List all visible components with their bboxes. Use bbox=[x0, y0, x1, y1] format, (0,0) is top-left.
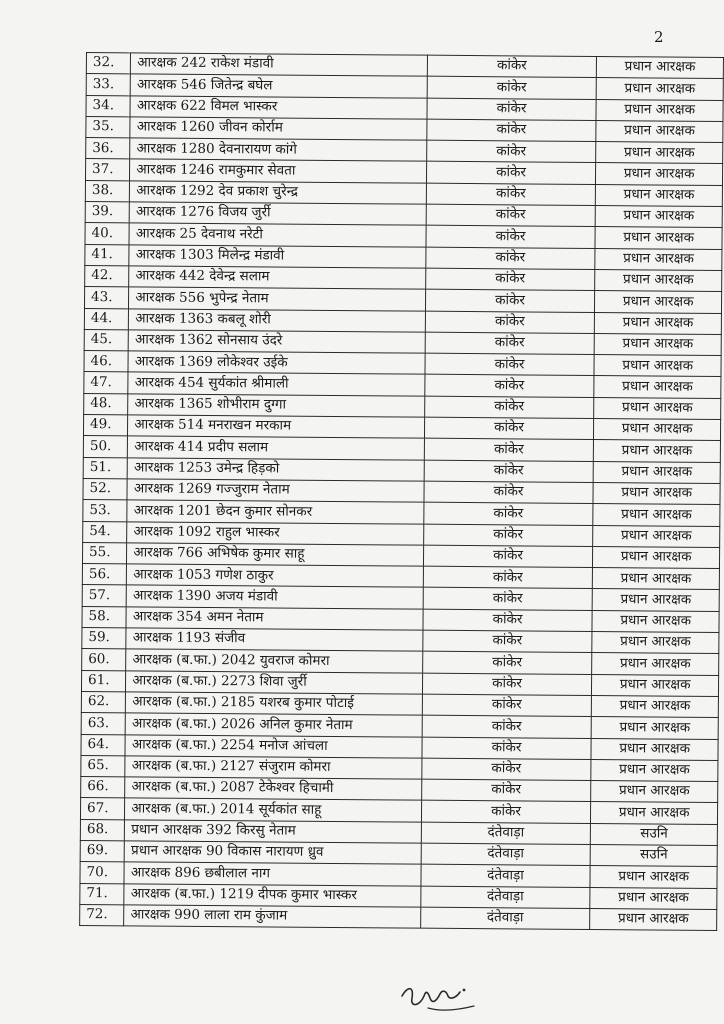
employee-name-cell: आरक्षक 414 प्रदीप सलाम bbox=[128, 436, 424, 460]
promoted-post-cell: प्रधान आरक्षक bbox=[594, 397, 721, 419]
serial-number-cell: 49. bbox=[83, 415, 127, 437]
district-cell: कांकेर bbox=[425, 268, 595, 291]
promoted-post-cell: प्रधान आरक्षक bbox=[594, 419, 721, 441]
serial-number-cell: 57. bbox=[82, 585, 126, 607]
employee-name-cell: आरक्षक 990 लाला राम कुंजाम bbox=[124, 905, 420, 929]
employee-name-cell: आरक्षक 1269 गज्जुराम नेताम bbox=[127, 479, 423, 503]
serial-number-cell: 55. bbox=[82, 542, 126, 564]
employee-name-cell: आरक्षक 454 सुर्यकांत श्रीमाली bbox=[128, 372, 424, 396]
serial-number-cell: 66. bbox=[81, 777, 125, 799]
serial-number-cell: 39. bbox=[85, 202, 129, 224]
serial-number-cell: 51. bbox=[83, 457, 127, 479]
employee-name-cell: आरक्षक 1362 सोनसाय उंदरे bbox=[128, 330, 424, 354]
district-cell: कांकेर bbox=[424, 481, 594, 504]
district-cell: कांकेर bbox=[426, 119, 596, 142]
serial-number-cell: 38. bbox=[85, 180, 129, 202]
employee-name-cell: आरक्षक 1260 जीवन कोर्राम bbox=[130, 117, 426, 141]
promoted-post-cell: प्रधान आरक्षक bbox=[592, 695, 719, 717]
promoted-post-cell: प्रधान आरक्षक bbox=[592, 632, 719, 654]
employee-name-cell: आरक्षक 1193 संजीव bbox=[126, 628, 422, 652]
promoted-post-cell: प्रधान आरक्षक bbox=[597, 57, 724, 79]
employee-name-cell: आरक्षक 442 देवेन्द्र सलाम bbox=[129, 266, 425, 290]
promoted-post-cell: प्रधान आरक्षक bbox=[593, 568, 720, 590]
promoted-post-cell: प्रधान आरक्षक bbox=[594, 333, 721, 355]
promoted-post-cell: प्रधान आरक्षक bbox=[594, 355, 721, 377]
district-cell: कांकेर bbox=[427, 55, 597, 78]
employee-name-cell: आरक्षक 1092 राहुल भास्कर bbox=[127, 521, 423, 545]
employee-name-cell: आरक्षक 1246 रामकुमार सेवता bbox=[130, 159, 426, 183]
district-cell: कांकेर bbox=[422, 737, 592, 760]
employee-name-cell: आरक्षक (ब.फा.) 2087 टेकेश्वर हिचामी bbox=[125, 777, 421, 801]
promoted-post-cell: प्रधान आरक्षक bbox=[595, 227, 722, 249]
serial-number-cell: 52. bbox=[83, 478, 127, 500]
promoted-post-cell: सउनि bbox=[591, 823, 718, 845]
district-cell: कांकेर bbox=[424, 375, 594, 398]
district-cell: कांकेर bbox=[425, 289, 595, 312]
employee-name-cell: आरक्षक 1276 विजय जुर्री bbox=[129, 202, 425, 226]
signature-icon bbox=[398, 978, 478, 1018]
district-cell: कांकेर bbox=[426, 226, 596, 249]
district-cell: दंतेवाड़ा bbox=[421, 822, 591, 845]
serial-number-cell: 48. bbox=[84, 393, 128, 415]
district-cell: दंतेवाड़ा bbox=[420, 907, 590, 930]
serial-number-cell: 59. bbox=[82, 628, 126, 650]
employee-name-cell: आरक्षक 1369 लोकेश्वर उईके bbox=[128, 351, 424, 375]
district-cell: कांकेर bbox=[427, 98, 597, 121]
promoted-post-cell: प्रधान आरक्षक bbox=[596, 78, 723, 100]
employee-name-cell: आरक्षक (ब.फा.) 1219 दीपक कुमार भास्कर bbox=[124, 883, 420, 907]
promoted-post-cell: प्रधान आरक्षक bbox=[593, 546, 720, 568]
promoted-post-cell: प्रधान आरक्षक bbox=[590, 866, 717, 888]
district-cell: कांकेर bbox=[422, 673, 592, 696]
district-cell: कांकेर bbox=[424, 460, 594, 483]
serial-number-cell: 58. bbox=[82, 606, 126, 628]
employee-name-cell: आरक्षक (ब.फा.) 2127 संजुराम कोमरा bbox=[125, 756, 421, 780]
serial-number-cell: 40. bbox=[85, 223, 129, 245]
employee-name-cell: आरक्षक (ब.फा.) 2254 मनोज आंचला bbox=[125, 734, 421, 758]
district-cell: कांकेर bbox=[422, 694, 592, 717]
district-cell: कांकेर bbox=[423, 502, 593, 525]
promoted-post-cell: प्रधान आरक्षक bbox=[594, 440, 721, 462]
district-cell: कांकेर bbox=[424, 396, 594, 419]
employee-name-cell: आरक्षक 1280 देवनारायण कांगे bbox=[130, 138, 426, 162]
employee-name-cell: आरक्षक 514 मनराखन मरकाम bbox=[128, 415, 424, 439]
promoted-post-cell: प्रधान आरक्षक bbox=[593, 504, 720, 526]
district-cell: कांकेर bbox=[425, 332, 595, 355]
district-cell: कांकेर bbox=[427, 76, 597, 99]
promoted-post-cell: प्रधान आरक्षक bbox=[591, 759, 718, 781]
employee-name-cell: आरक्षक 1292 देव प्रकाश चुरेन्द्र bbox=[130, 181, 426, 205]
serial-number-cell: 50. bbox=[83, 436, 127, 458]
employee-name-cell: आरक्षक 766 अभिषेक कुमार साहू bbox=[127, 543, 423, 567]
employee-name-cell: आरक्षक 1390 अजय मंडावी bbox=[126, 585, 422, 609]
employee-name-cell: आरक्षक 242 राकेश मंडावी bbox=[131, 53, 427, 77]
promoted-post-cell: प्रधान आरक्षक bbox=[590, 887, 717, 909]
employee-name-cell: आरक्षक 622 विमल भास्कर bbox=[130, 95, 426, 119]
serial-number-cell: 41. bbox=[85, 244, 129, 266]
promoted-post-cell: प्रधान आरक्षक bbox=[593, 482, 720, 504]
promoted-post-cell: प्रधान आरक्षक bbox=[595, 206, 722, 228]
district-cell: कांकेर bbox=[426, 140, 596, 163]
promoted-post-cell: प्रधान आरक्षक bbox=[595, 291, 722, 313]
serial-number-cell: 71. bbox=[80, 883, 124, 905]
serial-number-cell: 65. bbox=[81, 755, 125, 777]
district-cell: कांकेर bbox=[426, 204, 596, 227]
serial-number-cell: 42. bbox=[85, 265, 129, 287]
serial-number-cell: 37. bbox=[85, 159, 129, 181]
serial-number-cell: 72. bbox=[80, 904, 124, 926]
promoted-post-cell: प्रधान आरक्षक bbox=[592, 653, 719, 675]
promoted-post-cell: प्रधान आरक्षक bbox=[592, 589, 719, 611]
district-cell: कांकेर bbox=[423, 524, 593, 547]
promoted-post-cell: प्रधान आरक्षक bbox=[592, 674, 719, 696]
promoted-post-cell: प्रधान आरक्षक bbox=[591, 717, 718, 739]
promoted-post-cell: प्रधान आरक्षक bbox=[596, 99, 723, 121]
district-cell: कांकेर bbox=[425, 311, 595, 334]
serial-number-cell: 35. bbox=[86, 116, 130, 138]
promoted-post-cell: प्रधान आरक्षक bbox=[595, 312, 722, 334]
district-cell: कांकेर bbox=[424, 417, 594, 440]
promoted-post-cell: प्रधान आरक्षक bbox=[590, 908, 717, 930]
serial-number-cell: 69. bbox=[80, 840, 124, 862]
promoted-post-cell: प्रधान आरक्षक bbox=[595, 269, 722, 291]
district-cell: कांकेर bbox=[421, 801, 591, 824]
promoted-post-cell: प्रधान आरक्षक bbox=[594, 376, 721, 398]
employee-name-cell: आरक्षक 896 छबीलाल नाग bbox=[124, 862, 420, 886]
serial-number-cell: 63. bbox=[81, 713, 125, 735]
employee-name-cell: प्रधान आरक्षक 392 किरसु नेताम bbox=[125, 820, 421, 844]
employee-name-cell: आरक्षक 25 देवनाथ नरेटी bbox=[129, 223, 425, 247]
district-cell: कांकेर bbox=[425, 353, 595, 376]
serial-number-cell: 62. bbox=[81, 691, 125, 713]
employee-name-cell: आरक्षक 354 अमन नेताम bbox=[126, 607, 422, 631]
page-number: 2 bbox=[654, 28, 664, 46]
serial-number-cell: 47. bbox=[84, 372, 128, 394]
promotion-list-table bbox=[79, 52, 724, 931]
serial-number-cell: 44. bbox=[84, 308, 128, 330]
promoted-post-cell: प्रधान आरक्षक bbox=[596, 163, 723, 185]
district-cell: कांकेर bbox=[423, 545, 593, 568]
employee-name-cell: आरक्षक 1201 छेदन कुमार सोनकर bbox=[127, 500, 423, 524]
employee-name-cell: आरक्षक 1365 शोभीराम दुग्गा bbox=[128, 394, 424, 418]
district-cell: कांकेर bbox=[421, 779, 591, 802]
table-row bbox=[80, 904, 717, 930]
promoted-post-cell: सउनि bbox=[590, 844, 717, 866]
employee-name-cell: आरक्षक 1363 कबलू शोरी bbox=[129, 308, 425, 332]
promoted-post-cell: प्रधान आरक्षक bbox=[591, 781, 718, 803]
table-body bbox=[80, 53, 724, 931]
promoted-post-cell: प्रधान आरक्षक bbox=[591, 802, 718, 824]
serial-number-cell: 46. bbox=[84, 351, 128, 373]
serial-number-cell: 33. bbox=[86, 74, 130, 96]
district-cell: कांकेर bbox=[423, 566, 593, 589]
promoted-post-cell: प्रधान आरक्षक bbox=[592, 610, 719, 632]
district-cell: कांकेर bbox=[423, 609, 593, 632]
employee-name-cell: प्रधान आरक्षक 90 विकास नारायण ध्रुव bbox=[124, 841, 420, 865]
serial-number-cell: 56. bbox=[82, 564, 126, 586]
district-cell: कांकेर bbox=[422, 715, 592, 738]
district-cell: कांकेर bbox=[425, 247, 595, 270]
employee-name-cell: आरक्षक 1253 उमेन्द्र हिड़को bbox=[127, 457, 423, 481]
employee-name-cell: आरक्षक (ब.फा.) 2014 सूर्यकांत साहू bbox=[125, 798, 421, 822]
serial-number-cell: 70. bbox=[80, 862, 124, 884]
serial-number-cell: 34. bbox=[86, 95, 130, 117]
district-cell: कांकेर bbox=[426, 183, 596, 206]
employee-name-cell: आरक्षक 556 भुपेन्द्र नेताम bbox=[129, 287, 425, 311]
employee-name-cell: आरक्षक (ब.फा.) 2042 युवराज कोमरा bbox=[126, 649, 422, 673]
district-cell: कांकेर bbox=[424, 439, 594, 462]
promoted-post-cell: प्रधान आरक्षक bbox=[596, 142, 723, 164]
employee-name-cell: आरक्षक (ब.फा.) 2185 यशरब कुमार पोटाई bbox=[126, 692, 422, 716]
district-cell: दंतेवाड़ा bbox=[420, 886, 590, 909]
promoted-post-cell: प्रधान आरक्षक bbox=[591, 738, 718, 760]
serial-number-cell: 53. bbox=[83, 500, 127, 522]
serial-number-cell: 32. bbox=[86, 53, 130, 75]
serial-number-cell: 67. bbox=[80, 798, 124, 820]
serial-number-cell: 61. bbox=[81, 670, 125, 692]
district-cell: कांकेर bbox=[423, 588, 593, 611]
serial-number-cell: 43. bbox=[84, 287, 128, 309]
employee-name-cell: आरक्षक (ब.फा.) 2273 शिवा जुर्री bbox=[126, 670, 422, 694]
district-cell: कांकेर bbox=[422, 651, 592, 674]
serial-number-cell: 36. bbox=[86, 138, 130, 160]
district-cell: दंतेवाड़ा bbox=[421, 843, 591, 866]
serial-number-cell: 54. bbox=[83, 521, 127, 543]
serial-number-cell: 45. bbox=[84, 329, 128, 351]
employee-name-cell: आरक्षक 1303 मिलेन्द्र मंडावी bbox=[129, 245, 425, 269]
promoted-post-cell: प्रधान आरक्षक bbox=[595, 248, 722, 270]
promoted-post-cell: प्रधान आरक्षक bbox=[593, 525, 720, 547]
employee-name-cell: आरक्षक 1053 गणेश ठाकुर bbox=[127, 564, 423, 588]
district-cell: कांकेर bbox=[421, 758, 591, 781]
serial-number-cell: 68. bbox=[80, 819, 124, 841]
district-cell: दंतेवाड़ा bbox=[421, 864, 591, 887]
serial-number-cell: 60. bbox=[82, 649, 126, 671]
employee-name-cell: आरक्षक 546 जितेन्द्र बघेल bbox=[130, 74, 426, 98]
employee-name-cell: आरक्षक (ब.फा.) 2026 अनिल कुमार नेताम bbox=[125, 713, 421, 737]
promoted-post-cell: प्रधान आरक्षक bbox=[593, 461, 720, 483]
promoted-post-cell: प्रधान आरक्षक bbox=[596, 120, 723, 142]
district-cell: कांकेर bbox=[422, 630, 592, 653]
promoted-post-cell: प्रधान आरक्षक bbox=[596, 184, 723, 206]
district-cell: कांकेर bbox=[426, 162, 596, 185]
serial-number-cell: 64. bbox=[81, 734, 125, 756]
